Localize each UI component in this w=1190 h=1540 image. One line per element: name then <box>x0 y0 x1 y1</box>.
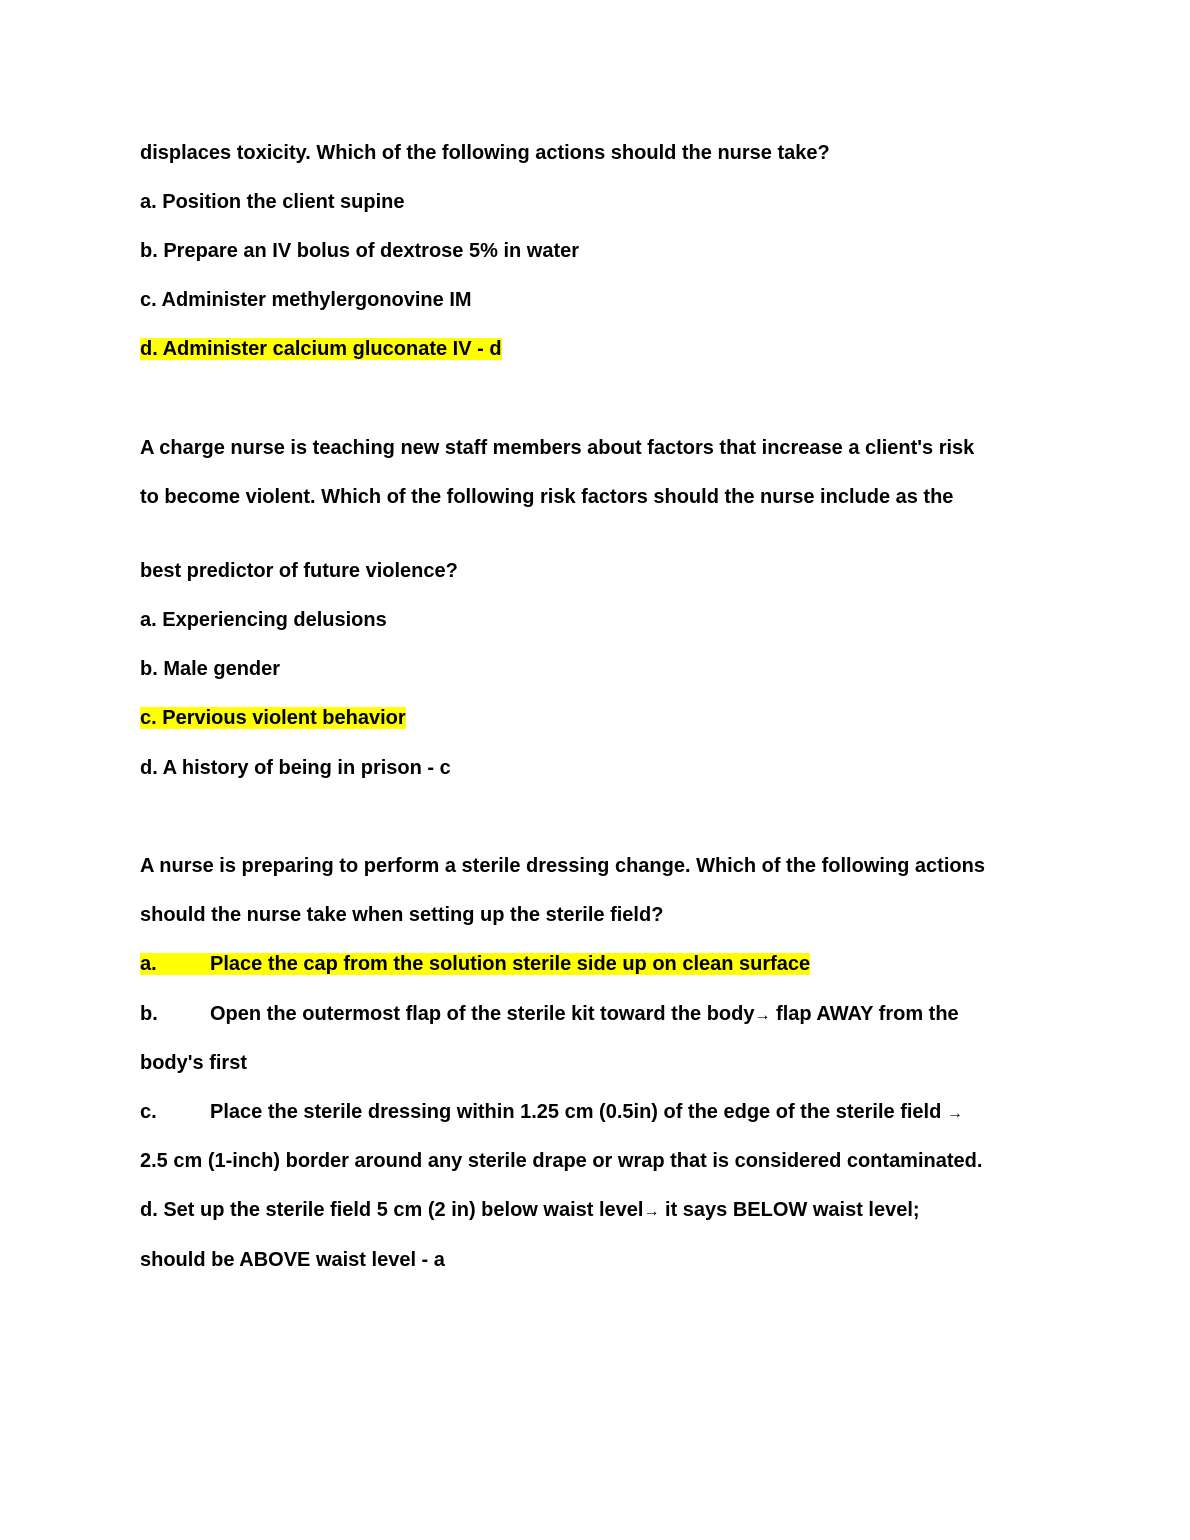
option-text: Open the outermost flap of the sterile kit toward the body <box>210 1003 755 1025</box>
arrow-icon: → <box>754 1007 771 1024</box>
q1-option-a: a. Position the client supine <box>140 191 405 213</box>
q3-option-b <box>140 1002 959 1028</box>
q1-stem: displaces toxicity. Which of the following actions should the nurse take? <box>140 142 830 164</box>
q3-option-d-continued: should be ABOVE waist level - a <box>140 1249 445 1271</box>
option-text: Place the cap from the solution sterile side up on clean surface <box>210 953 811 975</box>
q3-option-b-continued: body's first <box>140 1052 247 1074</box>
q3-stem-line-2: should the nurse take when setting up the sterile field? <box>140 904 664 926</box>
option-note: flap AWAY from the <box>770 1003 959 1025</box>
q2-stem-line-1: A charge nurse is teaching new staff members about factors that increase a client's risk <box>140 437 975 459</box>
q2-stem-line-2: to become violent. Which of the following risk factors should the nurse include as the <box>140 486 954 508</box>
option-text: Place the sterile dressing within 1.25 cm (0.5in) of the edge of the sterile field <box>210 1101 947 1123</box>
answer-highlight: d. Administer calcium gluconate IV - d <box>140 338 502 360</box>
q3-option-c-continued: 2.5 cm (1-inch) border around any sterile drape or wrap that is considered contaminated. <box>140 1150 983 1172</box>
arrow-icon: → <box>946 1105 963 1122</box>
option-label: c. <box>140 1101 157 1123</box>
answer-highlight <box>140 953 810 975</box>
q1-option-c: c. Administer methylergonovine IM <box>140 289 472 311</box>
answer-highlight: c. Pervious violent behavior <box>140 707 406 729</box>
q2-option-b: b. Male gender <box>140 658 281 680</box>
q1-option-b: b. Prepare an IV bolus of dextrose 5% in water <box>140 240 580 262</box>
arrow-icon: → <box>643 1203 660 1220</box>
q2-stem-line-3: best predictor of future violence? <box>140 560 458 582</box>
q2-option-d: d. A history of being in prison - c <box>140 757 451 779</box>
q3-stem-line-1: A nurse is preparing to perform a sterile dressing change. Which of the following actions <box>140 855 985 877</box>
option-label: b. <box>140 1003 158 1025</box>
q3-option-a-answer <box>140 952 810 976</box>
q3-option-d <box>140 1198 920 1224</box>
option-label: a. <box>140 953 157 975</box>
q1-option-d-answer <box>140 337 502 361</box>
option-note: it says BELOW waist level; <box>659 1199 920 1221</box>
q3-option-c <box>140 1100 963 1126</box>
option-text: d. Set up the sterile field 5 cm (2 in) below waist level <box>140 1199 644 1221</box>
q2-option-a: a. Experiencing delusions <box>140 609 387 631</box>
q2-option-c-answer <box>140 706 406 730</box>
